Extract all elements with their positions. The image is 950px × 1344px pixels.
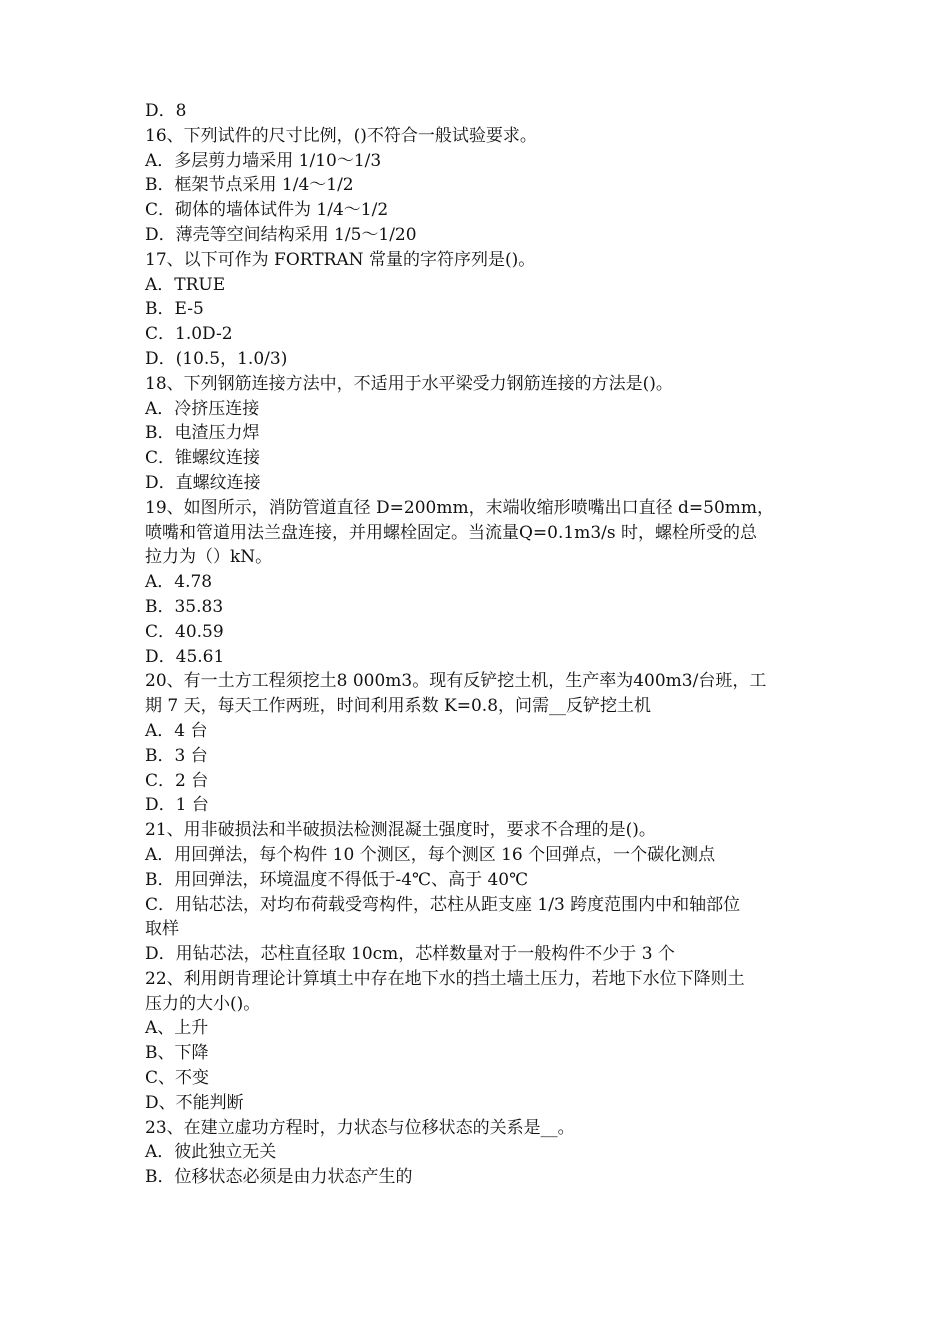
option-c-q16: C．砌体的墙体试件为 1/4～1/2 <box>145 200 389 221</box>
option-a-q21: A．用回弹法，每个构件 10 个测区，每个测区 16 个回弹点，一个碳化测点 <box>145 844 716 865</box>
option-b-q22: B、下降 <box>145 1043 209 1064</box>
question-19-line-2: 喷嘴和管道用法兰盘连接，并用螺栓固定。当流量Q=0.1m3/s 时，螺栓所受的总 <box>145 522 758 543</box>
question-19-line-3: 拉力为（）kN。 <box>145 547 273 568</box>
option-d-q15: D．8 <box>145 101 187 121</box>
option-a-q22: A、上升 <box>145 1018 209 1039</box>
question-23: 23、在建立虚功方程时，力状态与位移状态的关系是__。 <box>145 1117 575 1138</box>
option-d-q18: D．直螺纹连接 <box>145 472 261 493</box>
option-b-q23: B．位移状态必须是由力状态产生的 <box>145 1167 413 1188</box>
option-c-q22: C、不变 <box>145 1068 210 1089</box>
option-d-q21: D．用钻芯法，芯柱直径取 10cm，芯样数量对于一般构件不少于 3 个 <box>145 944 675 965</box>
option-b-q18: B．电渣压力焊 <box>145 423 260 444</box>
option-c-q21-line-1: C．用钻芯法，对均布荷载受弯构件，芯柱从距支座 1/3 跨度范围内中和轴部位 <box>145 894 741 915</box>
option-b-q21: B．用回弹法，环境温度不得低于-4℃、高于 40℃ <box>145 869 529 890</box>
option-a-q23: A．彼此独立无关 <box>145 1142 277 1163</box>
option-d-q17: D．(10.5，1.0/3) <box>145 348 288 369</box>
option-c-q19: C．40.59 <box>145 621 224 642</box>
question-16: 16、下列试件的尺寸比例，()不符合一般试验要求。 <box>145 125 537 146</box>
option-c-q21-line-2: 取样 <box>145 919 179 940</box>
option-b-q20: B．3 台 <box>145 745 208 766</box>
option-a-q18: A．冷挤压连接 <box>145 398 260 419</box>
option-a-q16: A．多层剪力墙采用 1/10～1/3 <box>145 150 382 171</box>
option-d-q16: D．薄壳等空间结构采用 1/5～1/20 <box>145 224 417 245</box>
question-19-line-1: 19、如图所示，消防管道直径 D=200mm，末端收缩形喷嘴出口直径 d=50mm， <box>145 497 774 518</box>
document-page <box>145 99 815 1190</box>
question-21: 21、用非破损法和半破损法检测混凝土强度时，要求不合理的是()。 <box>145 820 656 841</box>
option-b-q16: B．框架节点采用 1/4～1/2 <box>145 175 354 196</box>
question-18: 18、下列钢筋连接方法中，不适用于水平梁受力钢筋连接的方法是()。 <box>145 373 673 394</box>
question-22-line-2: 压力的大小()。 <box>145 993 261 1014</box>
option-a-q17: A．TRUE <box>145 274 226 295</box>
option-d-q19: D．45.61 <box>145 646 225 667</box>
option-b-q19: B．35.83 <box>145 596 224 617</box>
option-d-q20: D．1 台 <box>145 795 209 816</box>
question-22-line-1: 22、利用朗肯理论计算填土中存在地下水的挡土墙土压力，若地下水位下降则土 <box>145 968 745 989</box>
option-c-q17: C．1.0D-2 <box>145 324 233 345</box>
option-d-q22: D、不能判断 <box>145 1092 244 1113</box>
question-20-line-1: 20、有一土方工程须挖土8 000m3。现有反铲挖土机，生产率为400m3/台班，工 <box>145 671 767 692</box>
question-20-line-2: 期 7 天，每天工作两班，时间利用系数 K=0.8，问需__反铲挖土机 <box>145 696 652 717</box>
option-c-q18: C．锥螺纹连接 <box>145 448 261 469</box>
question-17: 17、以下可作为 FORTRAN 常量的字符序列是()。 <box>145 249 536 270</box>
option-c-q20: C．2 台 <box>145 770 209 791</box>
option-b-q17: B．E-5 <box>145 299 204 320</box>
option-a-q19: A．4.78 <box>145 572 213 593</box>
option-a-q20: A．4 台 <box>145 720 208 741</box>
